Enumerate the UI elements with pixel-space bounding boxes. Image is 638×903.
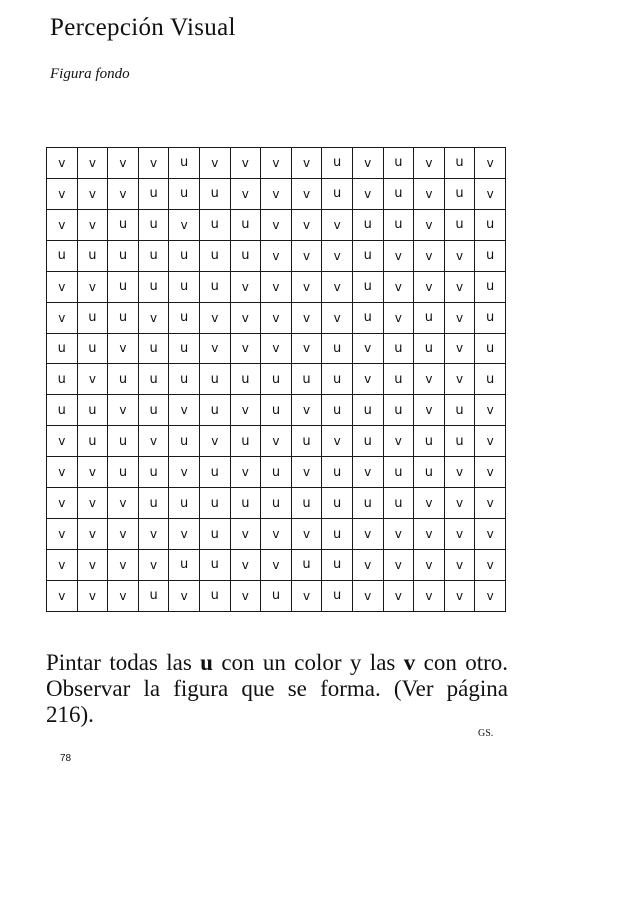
grid-cell[interactable]: v [77,549,108,580]
grid-cell[interactable]: v [138,519,169,550]
grid-cell[interactable]: v [414,488,445,519]
grid-cell[interactable]: v [47,426,78,457]
grid-cell[interactable]: v [414,549,445,580]
page-number: 78 [60,753,72,764]
grid-cell[interactable]: v [230,457,261,488]
grid-cell[interactable]: v [352,333,383,364]
grid-cell[interactable]: u [230,364,261,395]
grid-cell[interactable]: v [47,148,78,179]
grid-cell[interactable]: u [322,488,353,519]
grid-cell[interactable]: u [108,209,139,240]
grid-cell[interactable]: v [475,178,506,209]
grid-cell[interactable]: v [261,178,292,209]
grid-cell[interactable]: u [77,395,108,426]
grid-cell[interactable]: u [352,426,383,457]
grid-cell[interactable]: v [444,271,475,302]
grid-cell[interactable]: u [352,395,383,426]
grid-cell[interactable]: v [352,178,383,209]
grid-cell[interactable]: v [444,333,475,364]
grid-cell[interactable]: v [169,457,200,488]
grid-cell[interactable]: v [77,271,108,302]
grid-cell[interactable]: u [291,488,322,519]
grid-cell[interactable]: v [169,395,200,426]
grid-cell[interactable]: v [414,271,445,302]
grid-cell[interactable]: v [77,488,108,519]
grid-cell[interactable]: v [77,209,108,240]
grid-cell[interactable]: v [169,580,200,611]
grid-cell[interactable]: u [230,488,261,519]
grid-cell[interactable]: u [169,426,200,457]
grid-cell[interactable]: v [444,519,475,550]
grid-cell[interactable]: u [352,271,383,302]
grid-cell[interactable]: v [291,519,322,550]
grid-cell[interactable]: u [414,302,445,333]
grid-cell[interactable]: v [108,395,139,426]
grid-row [47,364,506,395]
grid-cell[interactable]: v [261,271,292,302]
grid-cell[interactable]: u [199,271,230,302]
grid-row [47,426,506,457]
grid-cell[interactable]: u [77,426,108,457]
grid-cell[interactable]: u [444,395,475,426]
grid-cell[interactable]: u [444,148,475,179]
grid-cell[interactable]: v [108,488,139,519]
grid-cell[interactable]: v [261,519,292,550]
grid-cell[interactable]: u [138,209,169,240]
grid-cell[interactable]: u [261,488,292,519]
grid-cell[interactable]: v [108,148,139,179]
grid-cell[interactable]: v [199,302,230,333]
grid-cell[interactable]: v [414,209,445,240]
grid-cell[interactable]: v [322,271,353,302]
grid-cell[interactable]: u [169,148,200,179]
grid-cell[interactable]: v [77,519,108,550]
grid-cell[interactable]: u [475,333,506,364]
grid-row [47,148,506,179]
grid-row [47,580,506,611]
grid-cell[interactable]: u [199,457,230,488]
grid-cell[interactable]: u [108,426,139,457]
grid-cell[interactable]: v [444,488,475,519]
grid-cell[interactable]: u [199,549,230,580]
grid-row [47,549,506,580]
grid-cell[interactable]: v [383,519,414,550]
grid-cell[interactable]: v [230,519,261,550]
grid-cell[interactable]: u [77,240,108,271]
grid-cell[interactable]: u [261,395,292,426]
grid-cell[interactable]: u [138,240,169,271]
grid-cell[interactable]: u [138,271,169,302]
grid-cell[interactable]: v [138,549,169,580]
grid-cell[interactable]: u [108,364,139,395]
grid-cell[interactable]: v [383,240,414,271]
grid-cell[interactable]: u [383,333,414,364]
grid-cell[interactable]: v [322,240,353,271]
grid-cell[interactable]: v [261,209,292,240]
grid-cell[interactable]: v [47,519,78,550]
grid-cell[interactable]: v [414,519,445,550]
grid-cell[interactable]: u [322,549,353,580]
grid-cell[interactable]: u [138,333,169,364]
grid-cell[interactable]: u [230,426,261,457]
grid-cell[interactable]: v [444,302,475,333]
instructions-part-2: con un color y las [212,650,404,675]
grid-cell[interactable]: v [383,426,414,457]
grid-cell[interactable]: v [291,271,322,302]
grid-cell[interactable]: u [199,240,230,271]
grid-cell[interactable]: v [230,178,261,209]
grid-cell[interactable]: u [47,364,78,395]
grid-cell[interactable]: v [352,364,383,395]
grid-cell[interactable]: v [230,333,261,364]
grid-cell[interactable]: v [414,178,445,209]
grid-cell[interactable]: u [383,395,414,426]
grid-cell[interactable]: v [47,178,78,209]
grid-cell[interactable]: u [230,209,261,240]
grid-cell[interactable]: v [230,580,261,611]
grid-cell[interactable]: u [169,178,200,209]
author-initials: GS. [478,728,494,739]
grid-cell[interactable]: v [77,364,108,395]
grid-cell[interactable]: v [414,395,445,426]
grid-cell[interactable]: v [47,209,78,240]
grid-cell[interactable]: v [475,457,506,488]
grid-cell[interactable]: u [199,488,230,519]
grid-cell[interactable]: u [47,240,78,271]
grid-row [47,178,506,209]
grid-cell[interactable]: v [352,549,383,580]
grid-cell[interactable]: v [291,395,322,426]
grid-cell[interactable]: u [77,302,108,333]
grid-cell[interactable]: u [230,240,261,271]
grid-cell[interactable]: v [322,209,353,240]
grid-cell[interactable]: u [199,395,230,426]
grid-cell[interactable]: u [138,580,169,611]
page-title: Percepción Visual [50,14,236,41]
grid-cell[interactable]: u [47,395,78,426]
grid-cell[interactable]: v [291,457,322,488]
grid-cell[interactable]: u [475,302,506,333]
grid-cell[interactable]: u [47,333,78,364]
grid-cell[interactable]: u [322,519,353,550]
grid-cell[interactable]: u [322,148,353,179]
grid-row [47,209,506,240]
grid-cell[interactable]: v [383,549,414,580]
grid-cell[interactable]: u [138,364,169,395]
grid-cell[interactable]: v [291,178,322,209]
grid-cell[interactable]: u [169,302,200,333]
grid-cell[interactable]: u [199,519,230,550]
grid-row [47,240,506,271]
grid-cell[interactable]: v [261,240,292,271]
grid-cell[interactable]: u [108,271,139,302]
grid-cell[interactable]: u [383,457,414,488]
grid-cell[interactable]: u [199,364,230,395]
grid-cell[interactable]: u [352,302,383,333]
grid-row [47,488,506,519]
grid-cell[interactable]: u [138,457,169,488]
grid-cell[interactable]: u [291,364,322,395]
grid-cell[interactable]: v [444,457,475,488]
grid-cell[interactable]: v [230,395,261,426]
grid-cell[interactable]: v [291,580,322,611]
grid-cell[interactable]: u [291,549,322,580]
grid-cell[interactable]: v [199,426,230,457]
grid-cell[interactable]: v [138,302,169,333]
grid-cell[interactable]: v [475,580,506,611]
grid-cell[interactable]: v [108,580,139,611]
grid-cell[interactable]: v [169,519,200,550]
grid-row [47,519,506,550]
instructions-part-3: con otro. Observar la figura que se forma. (Ver página 216). [46,650,508,727]
grid-cell[interactable]: v [138,426,169,457]
grid-cell[interactable]: v [47,580,78,611]
grid-cell[interactable]: v [475,148,506,179]
grid-cell[interactable]: u [322,178,353,209]
grid-cell[interactable]: v [261,549,292,580]
grid-cell[interactable]: v [352,519,383,550]
instructions-letter-u: u [200,650,213,675]
grid-cell[interactable]: v [475,426,506,457]
grid-cell[interactable]: v [414,580,445,611]
grid-cell[interactable]: v [291,240,322,271]
grid-cell[interactable]: v [444,580,475,611]
grid-cell[interactable]: u [108,457,139,488]
grid-cell[interactable]: v [291,209,322,240]
grid-cell[interactable]: v [108,549,139,580]
grid-cell[interactable]: v [261,302,292,333]
grid-cell[interactable]: u [383,364,414,395]
grid-cell[interactable]: u [475,240,506,271]
grid-cell[interactable]: v [291,148,322,179]
grid-cell[interactable]: v [322,302,353,333]
grid-cell[interactable]: v [352,148,383,179]
grid-cell[interactable]: v [47,549,78,580]
grid-cell[interactable]: u [444,426,475,457]
page-subtitle: Figura fondo [50,66,130,82]
grid-cell[interactable]: v [291,333,322,364]
grid-cell[interactable]: v [199,148,230,179]
grid-cell[interactable]: v [47,488,78,519]
grid-cell[interactable]: u [322,580,353,611]
grid-cell[interactable]: v [383,580,414,611]
grid-cell[interactable]: v [261,333,292,364]
grid-cell[interactable]: v [414,148,445,179]
grid-cell[interactable]: v [230,271,261,302]
grid-cell[interactable]: u [414,426,445,457]
grid-cell[interactable]: v [169,209,200,240]
grid-row [47,271,506,302]
grid-cell[interactable]: v [475,488,506,519]
grid-cell[interactable]: v [444,240,475,271]
grid-cell[interactable]: u [138,395,169,426]
grid-cell[interactable]: v [47,271,78,302]
grid-cell[interactable]: u [138,488,169,519]
grid-cell[interactable]: u [414,457,445,488]
grid-cell[interactable]: u [352,488,383,519]
grid-cell[interactable]: u [169,333,200,364]
grid-cell[interactable]: v [475,395,506,426]
grid-cell[interactable]: u [169,488,200,519]
grid-cell[interactable]: u [169,364,200,395]
grid-cell[interactable]: u [108,302,139,333]
grid-cell[interactable]: v [199,333,230,364]
grid-cell[interactable]: u [444,209,475,240]
grid-cell[interactable]: v [475,549,506,580]
grid-cell[interactable]: v [230,302,261,333]
grid-cell[interactable]: u [475,271,506,302]
grid-cell[interactable]: v [383,271,414,302]
grid-cell[interactable]: v [444,364,475,395]
grid-cell[interactable]: u [199,209,230,240]
grid-cell[interactable]: u [322,457,353,488]
grid-cell[interactable]: u [261,457,292,488]
grid-cell[interactable]: v [414,364,445,395]
grid-cell[interactable]: u [169,271,200,302]
grid-cell[interactable]: u [108,240,139,271]
grid-cell[interactable]: v [77,148,108,179]
grid-cell[interactable]: u [169,549,200,580]
grid-row [47,302,506,333]
grid-cell[interactable]: v [322,426,353,457]
grid-cell[interactable]: v [108,333,139,364]
grid-cell[interactable]: u [322,333,353,364]
instructions-letter-v: v [403,650,416,675]
grid-cell[interactable]: v [138,148,169,179]
grid-cell[interactable]: u [352,209,383,240]
grid-cell[interactable]: v [77,457,108,488]
grid-cell[interactable]: u [261,580,292,611]
grid-row [47,395,506,426]
grid-cell[interactable]: u [383,488,414,519]
grid-cell[interactable]: v [108,519,139,550]
grid-cell[interactable]: v [47,302,78,333]
letter-grid-body [47,148,506,612]
grid-cell[interactable]: v [108,178,139,209]
grid-cell[interactable]: v [291,302,322,333]
grid-cell[interactable]: v [352,457,383,488]
grid-cell[interactable]: u [475,364,506,395]
grid-cell[interactable]: u [169,240,200,271]
grid-cell[interactable]: u [291,426,322,457]
grid-cell[interactable]: u [475,209,506,240]
grid-cell[interactable]: v [352,580,383,611]
grid-cell[interactable]: u [261,364,292,395]
instructions-text [46,650,508,728]
grid-cell[interactable]: u [77,333,108,364]
grid-cell[interactable]: u [322,364,353,395]
grid-cell[interactable]: v [77,580,108,611]
grid-cell[interactable]: v [475,519,506,550]
grid-cell[interactable]: u [352,240,383,271]
grid-cell[interactable]: v [261,426,292,457]
grid-cell[interactable]: u [199,178,230,209]
grid-cell[interactable]: v [230,148,261,179]
grid-cell[interactable]: v [444,549,475,580]
grid-cell[interactable]: u [199,580,230,611]
grid-cell[interactable]: u [383,178,414,209]
grid-cell[interactable]: v [383,302,414,333]
grid-cell[interactable]: v [230,549,261,580]
grid-cell[interactable]: v [414,240,445,271]
grid-row [47,333,506,364]
grid-cell[interactable]: u [383,148,414,179]
grid-cell[interactable]: u [138,178,169,209]
grid-cell[interactable]: v [77,178,108,209]
grid-cell[interactable]: u [383,209,414,240]
grid-cell[interactable]: u [444,178,475,209]
grid-row [47,457,506,488]
letter-grid [46,147,506,612]
grid-cell[interactable]: u [414,333,445,364]
instructions-part-1: Pintar todas las [46,650,201,675]
grid-cell[interactable]: u [322,395,353,426]
grid-cell[interactable]: v [47,457,78,488]
grid-cell[interactable]: v [261,148,292,179]
